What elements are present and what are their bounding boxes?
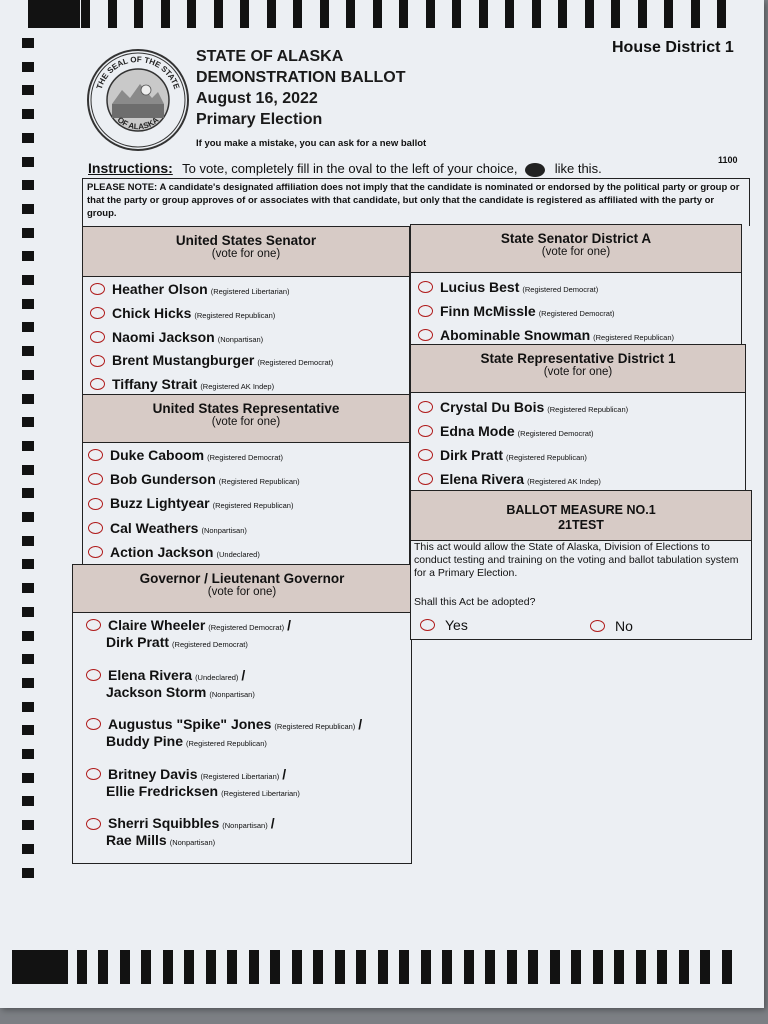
timing-mark [22, 868, 34, 878]
vote-oval[interactable] [418, 473, 433, 485]
timing-mark [664, 0, 673, 28]
ticket-separator: / [282, 765, 287, 782]
vote-oval[interactable] [418, 305, 433, 317]
lt-governor-affiliation: (Nonpartisan) [169, 838, 216, 848]
ticket-option[interactable] [86, 815, 275, 831]
timing-mark [507, 950, 517, 984]
candidate-affiliation: (Nonpartisan) [201, 525, 247, 535]
timing-mark [22, 417, 34, 427]
candidate-name: Chick Hicks [112, 304, 192, 321]
governor-name: Sherri Squibbles [108, 815, 220, 832]
timing-mark [22, 322, 34, 332]
timing-mark [55, 950, 65, 984]
measure-code: 21TEST [558, 518, 604, 532]
ticket-separator: / [270, 815, 275, 832]
timing-marks-left [22, 38, 42, 888]
timing-mark [77, 950, 87, 984]
timing-mark [505, 0, 514, 28]
timing-mark [657, 950, 667, 984]
vote-oval[interactable] [418, 425, 433, 437]
timing-mark [22, 180, 34, 190]
ticket-separator: / [241, 666, 246, 683]
contest-instruction: (vote for one) [211, 248, 281, 260]
ballot-title-state: STATE OF ALASKA [196, 48, 344, 65]
timing-mark [22, 299, 34, 309]
candidate-option[interactable] [418, 279, 598, 295]
timing-mark [22, 749, 34, 759]
timing-mark [22, 702, 34, 712]
timing-mark [292, 950, 302, 984]
lt-governor-line [106, 684, 255, 700]
vote-oval[interactable] [418, 449, 433, 461]
timing-marks-top [28, 0, 764, 28]
alaska-seal-icon [86, 48, 190, 152]
candidate-name: Heather Olson [112, 281, 208, 297]
vote-oval[interactable] [90, 283, 105, 295]
timing-mark [22, 346, 34, 356]
candidate-name: Cal Weathers [110, 519, 199, 536]
timing-mark [22, 157, 34, 167]
vote-oval[interactable] [88, 546, 103, 558]
candidate-affiliation: (Nonpartisan) [217, 334, 264, 344]
governor-name: Claire Wheeler [108, 617, 206, 633]
timing-mark [22, 796, 34, 806]
timing-mark [22, 109, 34, 119]
candidate-affiliation: (Registered Republican) [212, 501, 294, 511]
contest-title: State Senator District A [500, 231, 652, 246]
governor-affiliation: (Registered Democrat) [208, 623, 285, 632]
vote-oval[interactable] [88, 498, 103, 510]
timing-mark [55, 0, 64, 28]
vote-oval[interactable] [418, 329, 433, 341]
lt-governor-name: Dirk Pratt [106, 634, 170, 650]
timing-mark [22, 512, 34, 522]
timing-mark [22, 607, 34, 617]
candidate-option[interactable] [88, 520, 247, 536]
candidate-affiliation: (Registered Democrat) [207, 453, 283, 462]
timing-mark [313, 950, 323, 984]
vote-oval[interactable] [88, 522, 103, 534]
vote-oval[interactable] [90, 307, 105, 319]
candidate-affiliation: (Registered AK Indep) [527, 477, 601, 486]
timing-mark [356, 950, 366, 984]
measure-no-option[interactable] [590, 618, 633, 634]
contest-title: United States Senator [175, 233, 317, 248]
timing-mark [98, 950, 108, 984]
timing-mark [22, 631, 34, 641]
lt-governor-affiliation: (Registered Democrat) [172, 640, 248, 649]
timing-mark [558, 0, 567, 28]
timing-mark [161, 0, 170, 28]
vote-oval[interactable] [420, 619, 435, 631]
timing-mark [593, 950, 603, 984]
contest-instruction: (vote for one) [541, 246, 611, 258]
mistake-note: If you make a mistake, you can ask for a new ballot [196, 138, 427, 149]
contest-header [411, 345, 745, 393]
timing-mark [22, 62, 34, 72]
timing-mark [320, 0, 329, 28]
contest-header [83, 395, 409, 443]
timing-mark [22, 583, 34, 593]
timing-mark [22, 844, 34, 854]
candidate-name: Finn McMissle [440, 302, 536, 319]
candidate-affiliation: (Registered Democrat) [538, 308, 615, 318]
vote-oval[interactable] [86, 768, 101, 780]
candidate-option[interactable] [88, 471, 300, 487]
vote-oval[interactable] [86, 818, 101, 830]
candidate-name: Action Jackson [110, 543, 214, 560]
candidate-name: Lucius Best [440, 279, 520, 295]
timing-mark [335, 950, 345, 984]
candidate-option[interactable] [418, 399, 628, 415]
candidate-name: Buzz Lightyear [110, 495, 210, 512]
timing-mark [22, 465, 34, 475]
timing-mark [22, 204, 34, 214]
vote-oval[interactable] [90, 378, 105, 390]
candidate-affiliation: (Registered AK Indep) [200, 382, 275, 392]
timing-mark [163, 950, 173, 984]
timing-mark [240, 0, 249, 28]
lt-governor-line [106, 733, 267, 749]
timing-mark [249, 950, 259, 984]
contest-header [411, 225, 741, 273]
candidate-name: Elena Rivera [440, 471, 525, 487]
contest-header [83, 227, 409, 277]
timing-mark [421, 950, 431, 984]
candidate-option[interactable] [90, 281, 290, 297]
ticket-separator: / [358, 716, 363, 733]
candidate-affiliation: (Registered Democrat) [257, 358, 334, 368]
candidate-affiliation: (Registered Libertarian) [210, 287, 290, 296]
candidate-option[interactable] [418, 423, 594, 439]
governor-name: Augustus "Spike" Jones [108, 716, 272, 733]
vote-oval[interactable] [418, 401, 433, 413]
instructions-text-end: like this. [554, 161, 602, 176]
timing-mark [22, 654, 34, 664]
lt-governor-line [106, 783, 300, 799]
filled-oval-sample-icon [525, 163, 545, 177]
timing-mark [22, 488, 34, 498]
timing-mark [346, 0, 355, 28]
svg-text:THE SEAL OF THE STATE: THE SEAL OF THE STATE [94, 54, 182, 91]
vote-oval[interactable] [590, 620, 605, 632]
timing-mark [108, 0, 117, 28]
candidate-option[interactable] [88, 544, 260, 560]
measure-header [411, 491, 751, 541]
ballot-date: August 16, 2022 [196, 90, 318, 107]
timing-mark [22, 678, 34, 688]
candidate-name: Abominable Snowman [440, 326, 591, 343]
timing-mark [81, 0, 90, 28]
timing-mark [227, 950, 237, 984]
candidate-option[interactable] [418, 303, 615, 319]
lt-governor-name: Rae Mills [106, 832, 167, 849]
timing-mark [22, 559, 34, 569]
timing-mark [717, 0, 726, 28]
timing-mark [532, 0, 541, 28]
vote-oval[interactable] [86, 669, 101, 681]
candidate-name: Duke Caboom [110, 447, 205, 463]
ticket-option[interactable] [86, 667, 245, 683]
instructions-text: To vote, completely fill in the oval to the left of your choice, [182, 161, 518, 176]
ticket-option[interactable] [86, 766, 286, 782]
contest-title: Governor / Lieutenant Governor [139, 571, 345, 586]
contest-title: United States Representative [152, 401, 340, 416]
timing-mark [638, 0, 647, 28]
svg-text:OF ALASKA: OF ALASKA [115, 115, 161, 132]
timing-mark [571, 950, 581, 984]
timing-mark [22, 228, 34, 238]
candidate-option[interactable] [418, 471, 601, 487]
lt-governor-line [106, 832, 215, 848]
vote-oval[interactable] [88, 473, 103, 485]
measure-question: Shall this Act be adopted? [414, 596, 536, 608]
candidate-name: Brent Mustangburger [112, 352, 255, 369]
timing-mark [206, 950, 216, 984]
contest-state-representative [410, 344, 746, 492]
candidate-affiliation: (Registered Republican) [218, 477, 300, 487]
candidate-name: Crystal Du Bois [440, 399, 545, 415]
measure-text: This act would allow the State of Alaska, Division of Elections to conduct testing and training on the voting and ballot tabulation system for a Primary Election. [414, 541, 739, 579]
timing-mark [464, 950, 474, 984]
timing-mark [293, 0, 302, 28]
contest-title: State Representative District 1 [480, 351, 676, 366]
timing-mark [187, 0, 196, 28]
timing-mark [426, 0, 435, 28]
timing-mark [22, 725, 34, 735]
timing-mark [485, 950, 495, 984]
candidate-affiliation: (Registered Republican) [547, 405, 629, 414]
house-district: House District 1 [612, 39, 734, 56]
timing-mark [452, 0, 461, 28]
candidate-option[interactable] [90, 376, 274, 392]
ballot-code: 1100 [718, 155, 738, 165]
vote-oval[interactable] [90, 355, 105, 367]
instructions-label: Instructions: [88, 160, 173, 176]
ticket-option[interactable] [86, 617, 291, 633]
timing-mark [22, 275, 34, 285]
lt-governor-name: Jackson Storm [106, 683, 207, 700]
yes-label: Yes [445, 617, 468, 633]
lt-governor-name: Ellie Fredricksen [106, 782, 219, 799]
timing-mark [267, 0, 276, 28]
lt-governor-line [106, 634, 248, 650]
vote-oval[interactable] [88, 449, 103, 461]
governor-affiliation: (Nonpartisan) [222, 821, 268, 831]
timing-mark [214, 0, 223, 28]
timing-mark [611, 0, 620, 28]
timing-mark [399, 0, 408, 28]
timing-mark [22, 133, 34, 143]
contest-instruction: (vote for one) [211, 416, 281, 428]
governor-affiliation: (Undeclared) [195, 672, 239, 682]
lt-governor-name: Buddy Pine [106, 733, 184, 750]
candidate-option[interactable] [90, 352, 333, 368]
timing-mark [614, 950, 624, 984]
governor-name: Britney Davis [108, 765, 198, 782]
timing-mark [22, 38, 34, 48]
affiliation-note: PLEASE NOTE: A candidate's designated affiliation does not imply that the candidate is nominated or endorsed by the political party or group or that the party or group approves of or associates with that candidate, but only that the candidate is registered as affiliated with the party or group. [82, 178, 750, 226]
vote-oval[interactable] [86, 619, 101, 631]
measure-yes-option[interactable] [420, 617, 468, 633]
candidate-affiliation: (Registered Republican) [194, 310, 276, 320]
timing-mark [679, 950, 689, 984]
timing-mark [22, 251, 34, 261]
candidate-affiliation: (Undeclared) [216, 549, 260, 559]
timing-marks-bottom [12, 950, 764, 986]
timing-mark [378, 950, 388, 984]
timing-mark [34, 950, 44, 984]
candidate-name: Edna Mode [440, 423, 515, 439]
timing-mark [270, 950, 280, 984]
timing-mark [550, 950, 560, 984]
lt-governor-affiliation: (Registered Libertarian) [221, 788, 300, 798]
timing-mark [442, 950, 452, 984]
timing-mark [22, 536, 34, 546]
timing-mark [22, 773, 34, 783]
candidate-name: Bob Gunderson [110, 471, 216, 488]
lt-governor-affiliation: (Registered Republican) [186, 739, 267, 749]
timing-mark [22, 820, 34, 830]
timing-mark [120, 950, 130, 984]
candidate-option[interactable] [90, 305, 275, 321]
ballot-title-demo: DEMONSTRATION BALLOT [196, 69, 406, 86]
vote-oval[interactable] [90, 331, 105, 343]
candidate-option[interactable] [90, 329, 263, 345]
candidate-affiliation: (Registered Democrat) [517, 429, 594, 438]
timing-mark [700, 950, 710, 984]
timing-mark [22, 394, 34, 404]
vote-oval[interactable] [418, 281, 433, 293]
timing-mark [399, 950, 409, 984]
candidate-option[interactable] [88, 447, 283, 463]
timing-mark [22, 370, 34, 380]
timing-mark [22, 85, 34, 95]
contest-instruction: (vote for one) [543, 366, 613, 378]
no-label: No [615, 618, 633, 634]
ticket-separator: / [287, 617, 292, 633]
ballot-election-type: Primary Election [196, 111, 323, 128]
timing-mark [184, 950, 194, 984]
timing-mark [22, 441, 34, 451]
candidate-affiliation: (Registered Republican) [506, 453, 587, 462]
governor-name: Elena Rivera [108, 666, 193, 683]
timing-mark [691, 0, 700, 28]
candidate-affiliation: (Registered Democrat) [522, 285, 599, 294]
candidate-affiliation: (Registered Republican) [593, 332, 674, 342]
governor-affiliation: (Registered Libertarian) [200, 771, 280, 781]
candidate-option[interactable] [418, 327, 674, 343]
candidate-option[interactable] [88, 495, 293, 511]
instructions [88, 160, 602, 177]
timing-mark [585, 0, 594, 28]
candidate-name: Dirk Pratt [440, 447, 504, 463]
lt-governor-affiliation: (Nonpartisan) [209, 689, 255, 699]
timing-mark [141, 950, 151, 984]
contest-header [73, 565, 411, 613]
vote-oval[interactable] [86, 718, 101, 730]
timing-mark [479, 0, 488, 28]
timing-mark [134, 0, 143, 28]
ticket-option[interactable] [86, 716, 362, 732]
measure-title: BALLOT MEASURE NO.1 [506, 503, 656, 517]
timing-mark [373, 0, 382, 28]
timing-mark [636, 950, 646, 984]
candidate-name: Naomi Jackson [112, 328, 215, 345]
timing-mark [528, 950, 538, 984]
candidate-option[interactable] [418, 447, 587, 463]
timing-mark [722, 950, 732, 984]
governor-affiliation: (Registered Republican) [274, 722, 356, 732]
candidate-name: Tiffany Strait [112, 376, 198, 393]
contest-instruction: (vote for one) [207, 586, 277, 598]
